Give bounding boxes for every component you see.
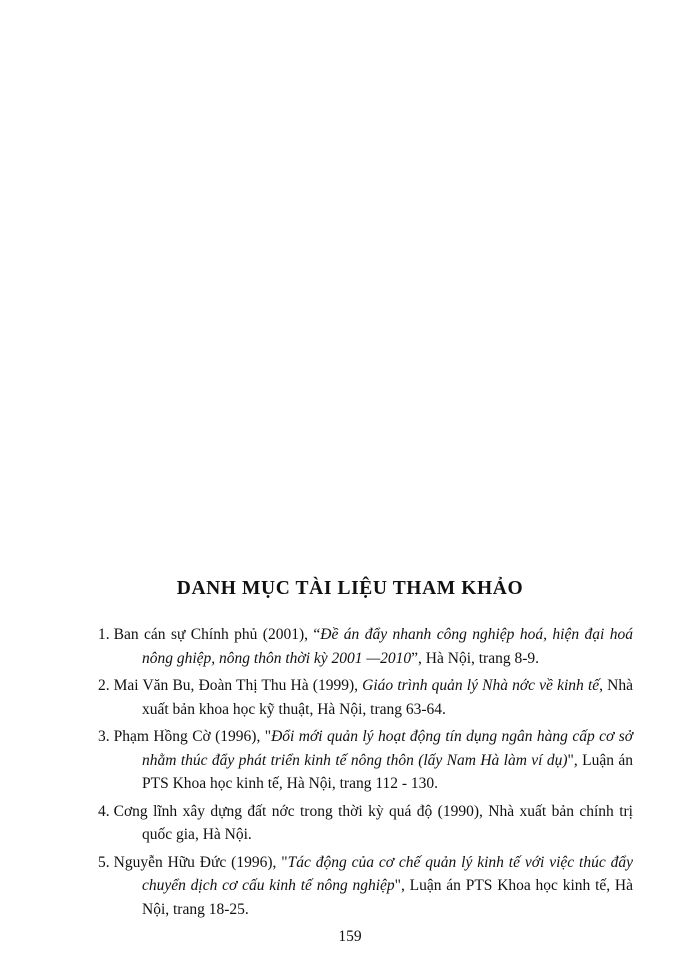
reference-number: 2. xyxy=(98,677,110,694)
reference-text-after: ", Luận án PTS Khoa học kinh tế, Hà Nội, trang 18-25. xyxy=(142,877,633,918)
reference-text-after: ", Luận án PTS Khoa học kinh tế, Hà Nội, trang 112 - 130. xyxy=(142,751,633,792)
reference-text-before: Phạm Hồng Cờ (1996), " xyxy=(113,728,272,745)
reference-number: 3. xyxy=(98,728,110,745)
reference-text-before: Cơng lĩnh xây dựng đất nớc trong thời kỳ quá độ (1990), Nhà xuất bản chính trị quốc gia, Hà Nội. xyxy=(113,802,633,843)
reference-title: Đổi mới quản lý hoạt động tín dụng ngân hàng cấp cơ sở nhằm thúc đẩy phát triển kinh tế nông thôn (lấy Nam Hà làm ví dụ) xyxy=(142,728,634,769)
reference-title: Giáo trình quản lý Nhà nớc về kinh tế xyxy=(362,677,600,694)
reference-text-after: , Nhà xuất bản khoa học kỹ thuật, Hà Nội, trang 63-64. xyxy=(142,677,633,718)
reference-text-before: Mai Văn Bu, Đoàn Thị Thu Hà (1999), xyxy=(113,677,363,694)
reference-number: 5. xyxy=(98,853,110,871)
reference-list xyxy=(98,623,633,925)
reference-text-after: ”, Hà Nội, trang 8-9. xyxy=(411,649,540,667)
reference-text-before: Nguyễn Hữu Đức (1996), " xyxy=(113,853,288,871)
reference-item xyxy=(98,725,633,796)
section-heading: DANH MỤC TÀI LIỆU THAM KHẢO xyxy=(176,578,524,599)
reference-number: 4. xyxy=(98,802,110,820)
reference-item xyxy=(98,623,633,670)
reference-text-before: Ban cán sự Chính phủ (2001), “ xyxy=(113,626,321,643)
reference-title: Tác động của cơ chế quản lý kinh tế với việc thúc đẩy chuyển dịch cơ cấu kinh tế nông nghiệp xyxy=(142,853,633,894)
reference-item xyxy=(98,800,633,847)
reference-item xyxy=(98,851,633,922)
reference-number: 1. xyxy=(98,626,110,643)
page-number: 159 xyxy=(338,928,362,945)
reference-item xyxy=(98,674,633,721)
reference-title: Đề án đẩy nhanh công nghiệp hoá, hiện đại hoá nông ghiệp, nông thôn thời kỳ 2001 —2010 xyxy=(142,626,633,667)
